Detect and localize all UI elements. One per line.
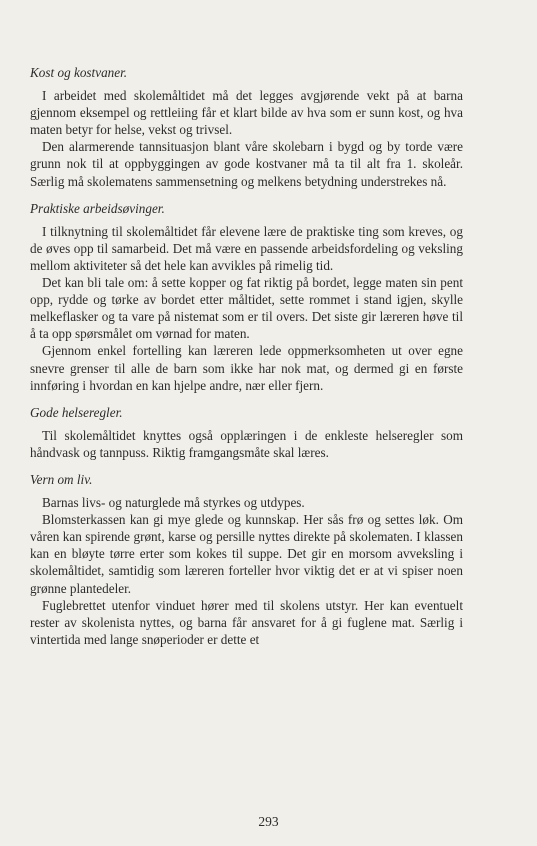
paragraph: Barnas livs- og naturglede må styrkes og utdypes. bbox=[42, 495, 305, 511]
section-heading-vern: Vern om liv. bbox=[30, 471, 93, 487]
paragraph: I tilknytning til skolemåltidet får elevene lære de praktiske ting som kreves, og de øves opp til samarbeid. Det må være en passende arbeidsfordeling og veksling mellom aktiviteter så det hele kan avvikles på rimelig tid. bbox=[30, 223, 463, 273]
paragraph: Den alarmerende tannsituasjon blant våre skolebarn i bygd og by torde være grunn nok til at oppbyggingen av gode kostvaner må ta til alt fra 1. skoleår. Særlig må skolematens sammensetning og melkens betydning understrekes nå. bbox=[30, 139, 463, 189]
page-body bbox=[30, 64, 463, 648]
section-heading-helseregler: Gode helseregler. bbox=[30, 404, 123, 420]
paragraph: Det kan bli tale om: å sette kopper og fat riktig på bordet, legge maten sin pent opp, rydde og tørke av bordet etter måltidet, sette rommet i stand igjen, skylle melkeflasker og ta vare på nistemat som er til overs. Det siste gir læreren høve til å ta opp spørsmålet om vørnad for maten. bbox=[30, 275, 463, 342]
paragraph: Gjennom enkel fortelling kan læreren lede oppmerksomheten ut over egne snevre grenser til alle de barn som ikke har nok mat, og dermed gi en første innføring i hvordan en kan hjelpe andre, nær eller fjern. bbox=[30, 343, 463, 393]
paragraph: Til skolemåltidet knyttes også opplæringen i de enkleste helseregler som håndvask og tannpuss. Riktig framgangsmåte skal læres. bbox=[30, 427, 463, 460]
section-heading-kost: Kost og kostvaner. bbox=[30, 65, 128, 80]
paragraph: I arbeidet med skolemåltidet må det legges avgjørende vekt på at barna gjennom eksempel og rettleiing får et klart bilde av hva som er sunn kost, og hva maten betyr for helse, vekst og trivsel. bbox=[30, 88, 463, 138]
page-number: 293 bbox=[258, 814, 279, 829]
section-heading-praktiske: Praktiske arbeidsøvinger. bbox=[30, 200, 165, 216]
paragraph: Fuglebrettet utenfor vinduet hører med til skolens utstyr. Her kan eventuelt rester av skolenista nyttes, og barna får ansvaret for å gi fuglene mat. Særlig i vintertida med lange snøperioder er dette et bbox=[30, 597, 463, 647]
paragraph: Blomsterkassen kan gi mye glede og kunnskap. Her sås frø og settes løk. Om våren kan spirende grønt, karse og persille nyttes direkte på skolematen. I klassen kan en bløyte tørre erter som kokes til suppe. Det gir en morsom avveksling i skolemåltidet, samtidig som læreren forteller hvor viktig det er at vi spiser noen grønne plantedeler. bbox=[30, 512, 463, 596]
